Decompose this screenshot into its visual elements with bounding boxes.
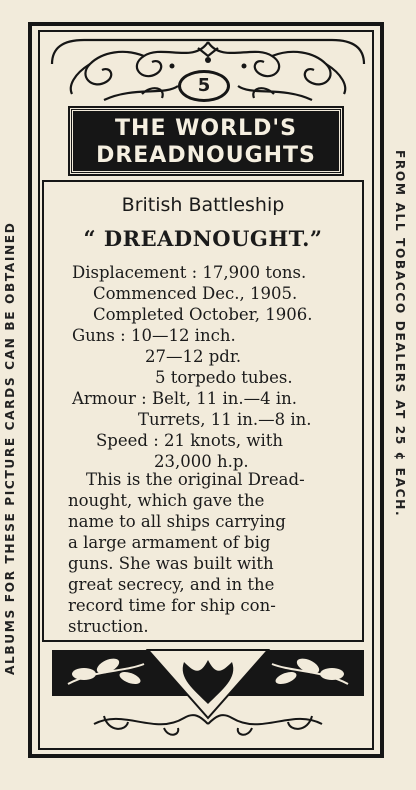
spec-displacement: Displacement : 17,900 tons.	[72, 263, 307, 282]
spec-horsepower: 23,000 h.p.	[154, 452, 249, 471]
series-title-banner	[70, 108, 342, 174]
spec-commenced: Commenced Dec., 1905.	[93, 284, 298, 303]
bottom-leaf-ornament	[44, 644, 372, 744]
ship-type-subtitle: British Battleship	[121, 194, 285, 216]
description-line: struction.	[68, 617, 149, 636]
description-line: a large armament of big	[68, 533, 271, 552]
spec-armour-belt: Armour : Belt, 11 in.—4 in.	[72, 389, 298, 408]
spec-torpedo-tubes: 5 torpedo tubes.	[155, 368, 293, 387]
spec-guns-secondary: 27—12 pdr.	[145, 347, 242, 366]
description-line: name to all ships carrying	[68, 512, 286, 531]
description-line: guns. She was built with	[68, 554, 274, 573]
series-title-line2: DREADNOUGHTS	[96, 143, 316, 168]
spec-guns-main: Guns : 10—12 inch.	[72, 326, 236, 345]
description-line: nought, which gave the	[68, 491, 265, 510]
spec-armour-turrets: Turrets, 11 in.—8 in.	[138, 410, 312, 429]
description-line: great secrecy, and in the	[68, 575, 275, 594]
series-title-line1: THE WORLD'S	[115, 116, 297, 141]
spec-speed: Speed : 21 knots, with	[96, 431, 284, 450]
card-number-badge: 5	[178, 70, 230, 102]
side-text-right: FROM ALL TOBACCO DEALERS AT 25 ¢ EACH.	[393, 150, 407, 518]
description-line: record time for ship con-	[68, 596, 276, 615]
side-text-left: ALBUMS FOR THESE PICTURE CARDS CAN BE OBTAINED	[3, 221, 17, 675]
spec-completed: Completed October, 1906.	[93, 305, 313, 324]
ship-name: “ DREADNOUGHT.”	[83, 226, 323, 251]
description-line: This is the original Dread-	[86, 470, 305, 489]
